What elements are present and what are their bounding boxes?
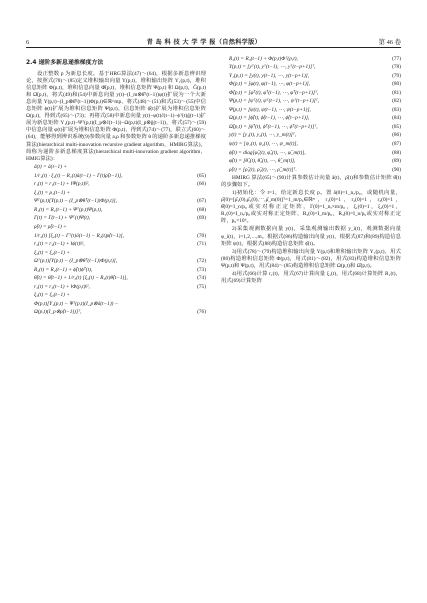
equation-number: (88): [392, 149, 401, 156]
equation-body: R₂(t) = R₂(t−1) + ϕ̂(t)ϕ̂ᵀ(t),: [34, 266, 93, 273]
equation-body: ϕ̂(t) = diag[φ̂₁(t), φ̂₂(t), ⋯, φ̂_m(t)],: [229, 149, 306, 156]
equation-body: Ω(p,t) = [ϕ̂(t), ϕ̂(t−1), ⋯, ϕ̂(t−p+1)],: [229, 115, 310, 122]
right-paragraphs: [221, 175, 401, 285]
equation-number: (78): [392, 64, 401, 71]
equation-line: [221, 124, 401, 131]
equation-body: θ̂(t) = θ̂(t−1) + 1/r₃(t) [ξ₃(t) − R₃(t)θ̂(t−1)],: [34, 275, 128, 282]
equation-number: (65): [197, 172, 206, 179]
body-paragraph: 3)用式(78)～(79)构造堆积输出向量 Y(p,t)和堆积输出矩阵 Y₁(p,t)，用式(80)构造堆积信息矩阵 Φ(p,t)，用式(81)～(82)，用式(83)构造堆积信息矩阵 Ψ(p,t)和 Ψ(p,t)，用式(84)～(85)构造堆积信息矩阵 Ω(p,t)和 Ω̂(p,t)。: [221, 248, 401, 269]
equation-body: Γ(t) = Γ(t−1) + Ψᵀ(t)Ψ(t),: [34, 215, 91, 222]
equation-body: Φ̂(p,t) = [φ̂ᵀ(t), φ̂ᵀ(t−1), ⋯, φ̂ᵀ(t−p+1)]ᵀ,: [229, 89, 319, 96]
equation-number: (71): [197, 241, 206, 248]
body-paragraph: 1)初始化：令 t=1，给定新息长度 p。置 â(0)=1_nₐ/p₀，或随机向量，ρ̂(0)=[ρ̂₁(0),ρ̂₂(0),⋯,ρ̂_m(0)]ᵀ=1_m/p₀∈ℝᵐ，r₁(0)=1，r₂(0)=1，r₃(0)=1，θ̂(0)=1_n/p₀或实对称正定矩阵，Γ(0)=1_nₐ×m/p₀，ξ₁(0)=1，ξ₂(0)=1，R₁(0)=I_nₐ/p₀或实对称正定矩阵，R₂(0)=I_m/p₀，R₃(0)=I_n/p₀或实对称正定阵，p₀=10⁶。: [221, 190, 401, 225]
equation-line: [26, 292, 206, 299]
equation-body: Φ(p,t) = [φ(t), φ(t−1), ⋯, φ(t−p+1)],: [229, 81, 311, 88]
equation-number: (86): [392, 132, 401, 139]
equation-number: (68): [197, 206, 206, 213]
equation-number: (72): [197, 258, 206, 265]
equation-number: (84): [392, 115, 401, 122]
running-header: [26, 32, 401, 46]
equation-body: ρ̂(t) = ρ̂(t−1) +: [34, 223, 67, 230]
equation-line: [26, 275, 206, 282]
equation-body: Y₁(p,t) = [y(t), y(t−1), ⋯, y(t−p+1)],: [229, 72, 310, 79]
equation-body: Ω̂(p,t) = [ϕ̂ᵀ(t), ϕ̂ᵀ(t−1), ⋯, ϕ̂ᵀ(t−p+1)]ᵀ,: [229, 123, 318, 130]
equation-line: [221, 73, 401, 80]
equation-line: [221, 81, 401, 88]
equation-number: (69): [197, 215, 206, 222]
equation-body: Ω(p,t)(I_p⊗ρ̂(t−1))]ᵀ,: [34, 309, 82, 316]
body-paragraph: 2)采集观测数据向量 y(t)，采集观测输出数据 y_i(t)，观测数据向量 φ_i(t)，i=1,2,⋯,m。根据式(86)构造输出向量 y(t)，根据式(87)和(89)构造信息矩阵 ψ(t)，根据式(88)构造信息矩阵 ϕ̂(t)。: [221, 226, 401, 247]
equation-line: [26, 241, 206, 248]
equation-body: Y(p,t) = [yᵀ(t), yᵀ(t−1), ⋯, yᵀ(t−p+1)]ᵀ,: [229, 64, 316, 71]
equation-body: ξ₁(t) = ρ₁(t−1) +: [34, 189, 71, 196]
equation-body: Ωᵀ(p,t)[Y(p,t) − (I_p⊗θ̂ᵀ(t−1))Φ(p,t)],: [34, 258, 118, 265]
section-title: 2.4 递阶多新息递推梯度方法: [26, 60, 104, 66]
equation-body: ξ₂(t) = ξ₂(t−1) +: [34, 249, 70, 256]
equation-line: [26, 267, 206, 274]
equation-body: φ̂(t) = [θ̂₁(t), θ̂₂(t), ⋯, θ̂_m(t)],: [229, 158, 296, 165]
equation-line: [26, 181, 206, 188]
equation-number: (66): [197, 181, 206, 188]
equation-number: (87): [392, 140, 401, 147]
equation-number: (83): [392, 106, 401, 113]
equation-line: [26, 301, 206, 308]
equation-line: [221, 158, 401, 165]
equation-number: (89): [392, 158, 401, 165]
right-column: [221, 54, 401, 285]
equation-number: (82): [392, 98, 401, 105]
left-column: [26, 54, 206, 318]
equation-line: [26, 258, 206, 265]
right-equations: [221, 56, 401, 174]
equation-number: (76): [197, 309, 206, 316]
equation-line: [221, 141, 401, 148]
equation-body: ξ₃(t) = ξ₃(t−1) +: [34, 292, 70, 299]
equation-number: (79): [392, 72, 401, 79]
intro-paragraph: 设正整数 p 为新息长度。基于HRG算法(47)～(64)，根据多新息辨识理论，按照式(78)～(85)定义堆积输出向量 Y(p,t)，堆积输出矩阵 Y₁(p,t)，堆积信息矩阵 Φ(p,t)，堆积信息向量 Φ̂(p,t)，堆积信息矩阵 Ψ(p,t) 和 Ω(p,t)，Ĝ(p,t) 和 Ω̂(p,t)，将式(49)和(54)中新息向量 y(t)−(I_m⊗θ̂ᵀ(t−1))φ(t)扩展为一个大新息向量 Y(p,t)−(I_p⊗θ̂ᵀ(t−1))Φ(p,t)∈ℝ^mp，将式(48)～(51)和式(53)～(55)中信息矩阵 ϕ(t)扩展为堆积信息矩阵 Ψ(p,t)，信息矩阵 ϕ̂(t)扩展为堆积信息矩阵 Ω(p,t)，得到式(65)～(73)；再将式(58)中新息向量 y(t)−φ(t)ĉ(t−1)−ϕᵀ(t)ĝ(t−1)扩展为新息矩阵 Y₁(p,t)−Ψᵀ(p,t)(I_p⊗ĉ(t−1))−Ω(p,t)(I_p⊗ĝ(t−1))，将式(57)～(59)中信息向量 φ(t)扩展为堆积信息矩阵 Φ(p,t)，得到式(74)～(77)，联立式(60)～(64)，能够得到辨识系统(9)参数向量 a,ρ 和参数矩阵 θ 的递阶多新息递推梯度算法(hierarchical multi-innovation recursive gradient algorithm，HMIRG算法)，简称为递阶多新息梯度算法(hierarchical multi-innovation gradient algorithm，HMIG算法)：: [26, 71, 206, 162]
equation-line: [26, 164, 206, 171]
equation-body: 1/r₂(t) [ξ₂(t) − Γᵀ(t)â(t−1) − R₂(t)ρ̂(t−1)],: [34, 232, 124, 239]
equation-body: ψ(t) = [ψ₁(t), ψ₂(t), ⋯, ψ_m(t)],: [229, 140, 298, 147]
equation-body: Ψ(p,t) = [ψ(t), ψ(t−1), ⋯, ψ(t−p+1)],: [229, 106, 311, 113]
equation-line: [221, 150, 401, 157]
equation-line: [26, 233, 206, 240]
equation-body: â(t) = â(t−1) +: [34, 164, 67, 171]
equation-body: y(t) = [y₁(t), y₂(t), ⋯, y_m(t)]ᵀ,: [229, 132, 297, 139]
equation-line: [26, 309, 206, 316]
equation-body: r₁(t) = r₁(t−1) + ‖Ψ(p,t)‖²,: [34, 181, 90, 188]
equation-body: Ψᵀ(p,t)[Y(p,t) − (I_p⊗θ̂ᵀ(t−1))Φ(p,t)],: [34, 198, 117, 205]
equation-line: [26, 207, 206, 214]
equation-line: [26, 215, 206, 222]
equation-line: [26, 284, 206, 291]
equation-line: [221, 56, 401, 63]
equation-line: [221, 132, 401, 139]
equation-line: [26, 198, 206, 205]
equation-body: R₃(t) = R₃(t−1) + Φ(p,t)Φᵀ(p,t),: [229, 55, 298, 62]
equation-line: [221, 115, 401, 122]
equation-line: [26, 250, 206, 257]
equation-line: [221, 64, 401, 71]
equation-line: [26, 190, 206, 197]
equation-number: (74): [197, 275, 206, 282]
equation-line: [26, 224, 206, 231]
equation-line: [221, 167, 401, 174]
equation-number: (85): [392, 123, 401, 130]
equation-number: (75): [197, 283, 206, 290]
header-rule: [26, 47, 401, 48]
page-number: 6: [26, 39, 30, 46]
equation-body: r₂(t) = r₂(t−1) + ‖ϕ(t)‖²,: [34, 241, 85, 248]
equation-body: r₃(t) = r₃(t−1) + ‖Φ(p,t)‖²,: [34, 283, 90, 290]
body-paragraph: HMIRG 算法(65)～(90)计算参数估计向量 â(t)，ρ̂(t)和参数估计矩阵 θ̂(t)的步骤如下。: [221, 175, 401, 189]
journal-title: 青 岛 科 技 大 学 学 报（自然科学版）: [146, 39, 262, 46]
equation-number: (67): [197, 198, 206, 205]
equation-line: [221, 107, 401, 114]
equation-number: (81): [392, 89, 401, 96]
equation-number: (80): [392, 81, 401, 88]
left-equations: [26, 164, 206, 316]
equation-number: (77): [392, 55, 401, 62]
equation-line: [26, 173, 206, 180]
equation-body: Φ(p,t)[Y₁(p,t) − Ψᵀ(p,t)(I_p⊗â(t−1)) −: [34, 300, 119, 307]
equation-body: R₁(t) = R₁(t−1) + Ψᵀ(p,t)Ψ(p,t),: [34, 206, 103, 213]
equation-line: [221, 90, 401, 97]
equation-body: Ψ(p,t) = [ψᵀ(t), ψᵀ(t−1), ⋯, ψᵀ(t−p+1)]ᵀ,: [229, 98, 320, 105]
equation-body: 1/r₁(t) · ξ₁(t) − R₁(t)â(t−1) − Γ(t)ρ̂(t−1)],: [34, 172, 123, 179]
equation-number: (90): [392, 166, 401, 173]
body-paragraph: 4)用式(66)计算 r₁(t)，用式(67)计算向量 ξ₁(t)，用式(68)计算矩阵 R₁(t)，用式(69)计算矩阵: [221, 270, 401, 284]
equation-number: (73): [197, 266, 206, 273]
equation-number: (70): [197, 232, 206, 239]
equation-line: [221, 98, 401, 105]
volume-label: 第 46 卷: [378, 39, 401, 46]
equation-body: ρ̂(t) = [ρ̂₁(t), ρ̂₂(t), ⋯, ρ̂_m(t)]ᵀ.: [229, 166, 297, 173]
